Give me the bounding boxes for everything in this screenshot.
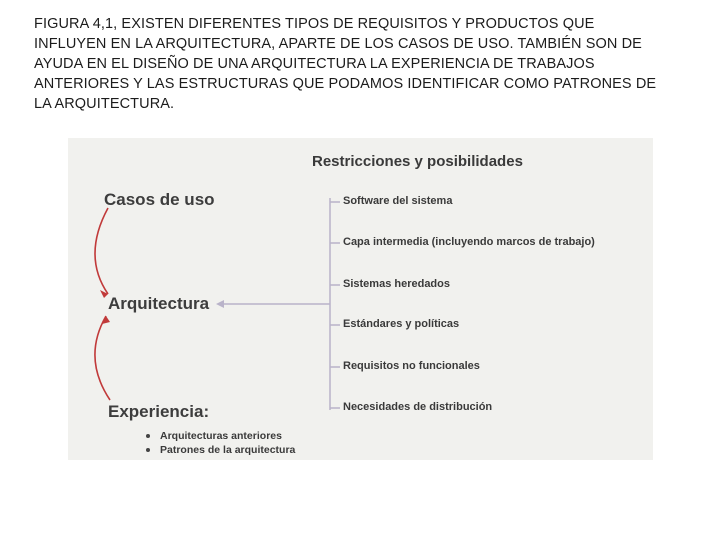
constraint-item: Sistemas heredados — [343, 278, 450, 290]
constraint-item: Necesidades de distribución — [343, 401, 493, 413]
casos-de-uso-label: Casos de uso — [104, 190, 215, 209]
experiencia-label: Experiencia: — [108, 402, 210, 421]
constraint-item: Capa intermedia (incluyendo marcos de trabajo) — [343, 236, 595, 248]
architecture-diagram — [68, 138, 653, 460]
caption-line: INFLUYEN EN LA ARQUITECTURA, APARTE DE LOS CASOS DE USO. TAMBIÉN SON DE — [34, 36, 642, 52]
caption-line: ANTERIORES Y LAS ESTRUCTURAS QUE PODAMOS IDENTIFICAR COMO PATRONES DE — [34, 76, 657, 92]
caption-line: FIGURA 4,1, EXISTEN DIFERENTES TIPOS DE REQUISITOS Y PRODUCTOS QUE — [34, 16, 595, 32]
bullet-icon — [146, 448, 150, 452]
experiencia-item: Arquitecturas anteriores — [146, 430, 282, 442]
bullet-icon — [146, 434, 150, 438]
experiencia-arrow — [95, 316, 110, 400]
restricciones-title: Restricciones y posibilidades — [312, 153, 523, 170]
casos-arrow — [95, 208, 108, 294]
constraint-item: Software del sistema — [343, 195, 453, 207]
arquitectura-label: Arquitectura — [108, 294, 210, 313]
figure-caption — [34, 14, 704, 114]
experiencia-item: Patrones de la arquitectura — [146, 444, 295, 456]
constraint-item: Estándares y políticas — [343, 318, 460, 330]
connector-arrowhead — [216, 300, 224, 308]
constraint-item: Requisitos no funcionales — [343, 360, 480, 372]
caption-line: LA ARQUITECTURA. — [34, 96, 175, 112]
caption-line: AYUDA EN EL DISEÑO DE UNA ARQUITECTURA LA EXPERIENCIA DE TRABAJOS — [34, 56, 595, 72]
